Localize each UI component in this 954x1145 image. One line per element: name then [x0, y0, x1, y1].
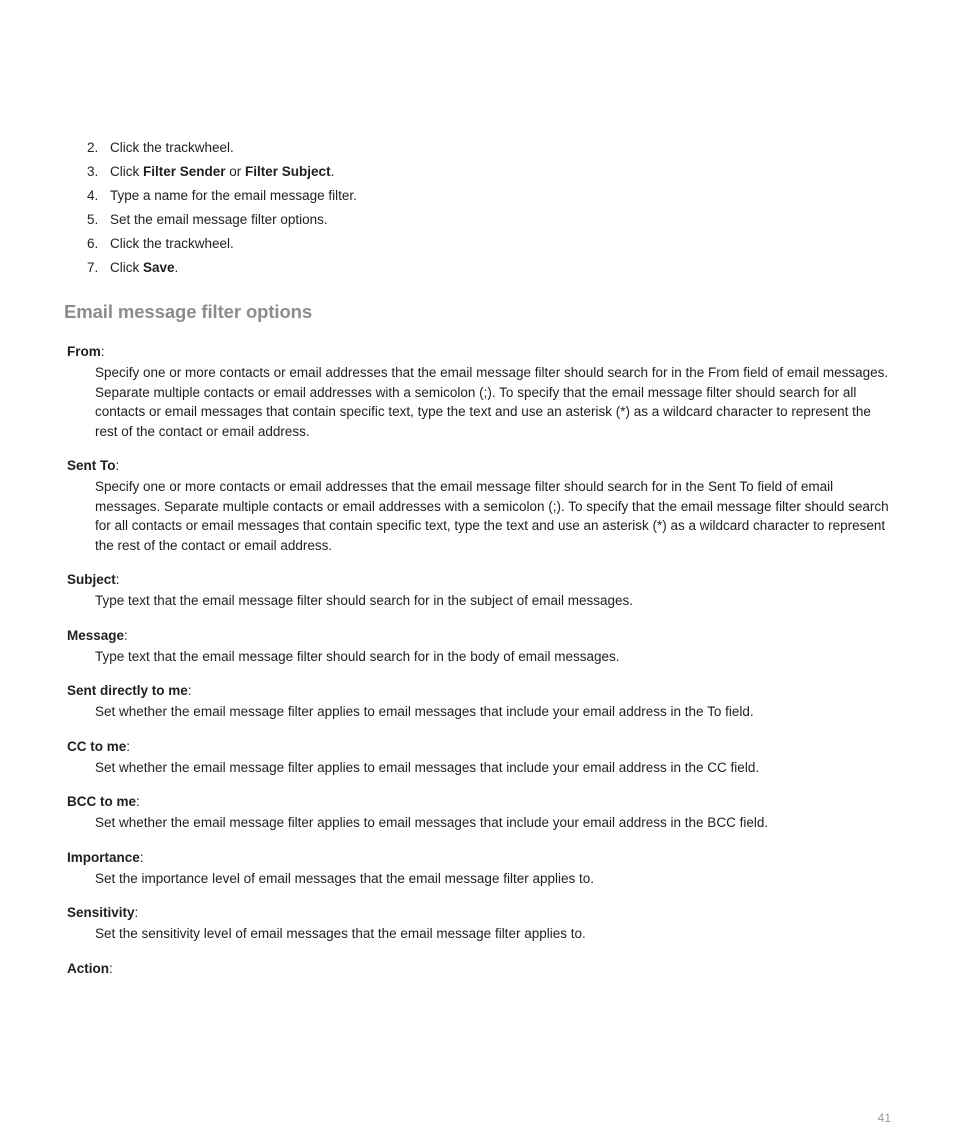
step-text-fragment: Click the trackwheel. — [110, 236, 234, 251]
filter-option-term — [67, 792, 897, 812]
filter-option-term — [67, 342, 897, 362]
step-number: 3. — [87, 164, 99, 179]
filter-option — [67, 848, 897, 889]
step-text — [110, 256, 178, 280]
page-number: 41 — [877, 1111, 891, 1125]
filter-option — [67, 737, 897, 778]
filter-options-list — [67, 342, 897, 994]
filter-option-term-label: Action — [67, 960, 109, 976]
step-number: 6. — [87, 236, 99, 251]
step-text-fragment: . — [330, 164, 335, 179]
term-colon: : — [115, 572, 120, 587]
filter-option-description: Set whether the email message filter applies to email messages that include your email address in the BCC field. — [95, 815, 769, 830]
filter-option — [67, 626, 897, 667]
step-text — [110, 232, 234, 256]
step-item — [84, 208, 357, 232]
filter-option-description: Set the importance level of email messages that the email message filter applies to. — [95, 870, 594, 886]
filter-option-term-label: Sent directly to me — [67, 683, 188, 698]
step-ui-term: Filter Subject — [245, 164, 331, 179]
step-text — [110, 136, 234, 160]
filter-option-description: Specify one or more contacts or email addresses that the email message filter should search for in the From field of email messages. Separate multiple contacts or email addresses with a semicolon (;). To specify that the email message filter should search for all contacts or email messages that contain specific text, type the text and use an asterisk (*) as a wildcard character to represent the rest of the contact or email address. — [95, 365, 889, 439]
term-colon: : — [126, 738, 131, 754]
step-text — [110, 184, 357, 208]
step-text-fragment: Type a name for the email message filter. — [110, 188, 357, 203]
term-colon: : — [139, 849, 144, 865]
step-text-fragment: Click — [110, 260, 143, 275]
filter-option-term-label: Sensitivity — [67, 905, 135, 920]
filter-option-description: Type text that the email message filter should search for in the body of email messages. — [95, 648, 620, 664]
step-text-fragment: Set the email message filter options. — [110, 212, 328, 227]
filter-option — [67, 681, 897, 722]
step-ui-term: Save — [143, 260, 175, 275]
filter-option-term — [67, 626, 897, 646]
filter-option-term-label: From — [67, 344, 101, 359]
step-text-fragment: . — [174, 260, 179, 275]
filter-option-description: Set the sensitivity level of email messages that the email message filter applies to. — [95, 926, 586, 941]
filter-option — [67, 903, 897, 944]
filter-option-description: Set whether the email message filter applies to email messages that include your email address in the To field. — [95, 704, 754, 719]
step-number: 5. — [87, 212, 99, 227]
filter-option-term — [67, 903, 897, 923]
step-number: 4. — [87, 188, 99, 203]
filter-option-description: Type text that the email message filter should search for in the subject of email messages. — [95, 593, 634, 608]
step-item — [84, 160, 357, 184]
term-colon: : — [136, 794, 140, 809]
filter-option-term-label: Sent To — [67, 458, 116, 473]
filter-option-term-label: Importance — [67, 849, 140, 865]
step-ui-term: Filter Sender — [143, 164, 226, 179]
filter-option — [67, 456, 897, 555]
step-item — [84, 232, 357, 256]
filter-option-term — [67, 959, 897, 979]
step-item — [84, 136, 357, 160]
filter-option — [67, 792, 897, 833]
term-colon: : — [187, 683, 192, 698]
filter-option — [67, 959, 897, 979]
filter-option-term-label: Message — [67, 627, 125, 643]
filter-option-term-label: BCC to me — [67, 794, 137, 809]
filter-option — [67, 342, 897, 441]
step-text — [110, 208, 328, 232]
filter-option — [67, 570, 897, 611]
step-item — [84, 256, 357, 280]
filter-option-term — [67, 456, 897, 476]
step-text-fragment: Click — [110, 164, 143, 179]
procedure-steps — [84, 136, 357, 280]
filter-option-term — [67, 848, 897, 868]
term-colon: : — [100, 344, 105, 359]
step-text-fragment: Click the trackwheel. — [110, 140, 234, 155]
step-item — [84, 184, 357, 208]
term-colon: : — [124, 627, 128, 643]
step-text-fragment: or — [225, 164, 246, 179]
filter-option-term — [67, 570, 897, 590]
filter-option-term-label: Subject — [67, 572, 116, 587]
filter-option-term-label: CC to me — [67, 738, 127, 754]
section-title: Email message filter options — [64, 301, 313, 322]
step-number: 2. — [87, 140, 99, 155]
term-colon: : — [134, 905, 139, 920]
filter-option-description: Specify one or more contacts or email addresses that the email message filter should search for in the Sent To field of email messages. Separate multiple contacts or email addresses with a semicolon (;). To specify that the email message filter should search for all contacts or email messages that contain specific text, type the text and use an asterisk (*) as a wildcard character to represent the rest of the contact or email address. — [95, 479, 889, 553]
filter-option-term — [67, 737, 897, 757]
step-number: 7. — [87, 260, 99, 275]
term-colon: : — [109, 960, 113, 976]
filter-option-term — [67, 681, 897, 701]
filter-option-description: Set whether the email message filter applies to email messages that include your email address in the CC field. — [95, 759, 760, 775]
step-text — [110, 160, 334, 184]
term-colon: : — [115, 458, 120, 473]
